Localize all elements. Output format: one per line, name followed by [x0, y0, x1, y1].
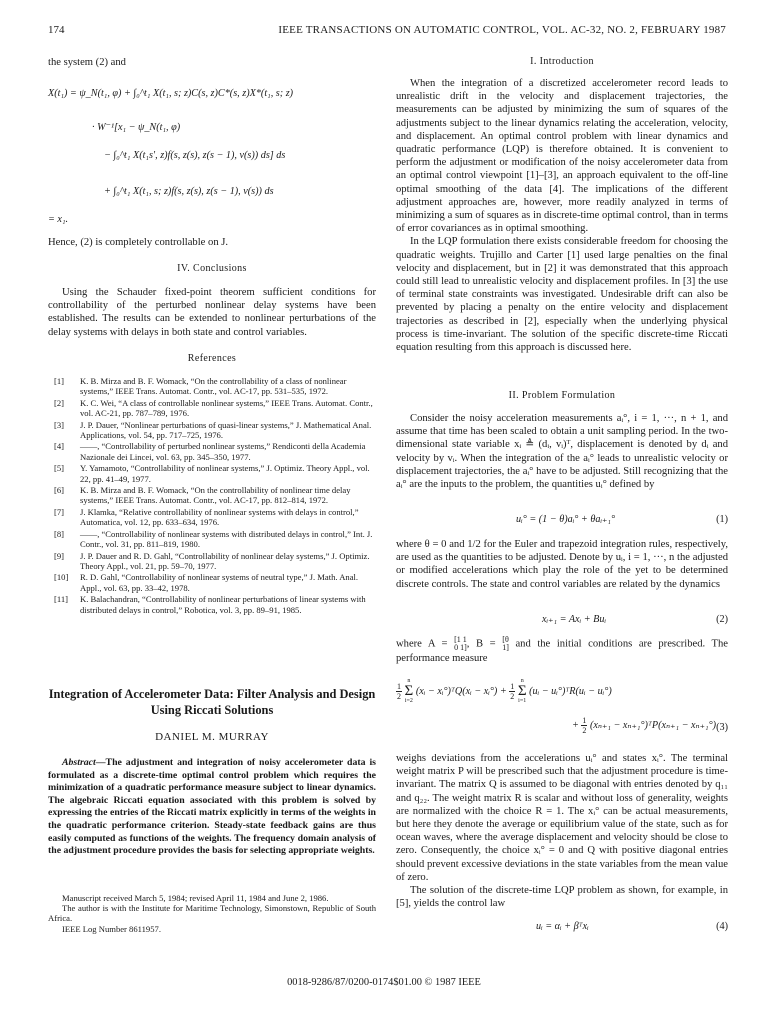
- footnote-received: Manuscript received March 5, 1984; revised April 11, 1984 and June 2, 1986.: [62, 893, 329, 903]
- reference-item: [6] K. B. Mirza and B. F. Womack, “On the controllability of nonlinear time delay systems,” IEEE Trans. Automat. Contr., vol. AC-17, pp. 812–814, 1972.: [54, 485, 351, 506]
- equation-3: $\frac{1}{2}$ n Σ i=2 (xᵢ − xᵢ°)ᵀQ(xᵢ − xᵢ°) + $\frac{1}{2}$ n Σ i=1 (uᵢ − uᵢ°)ᵀR(uᵢ − uᵢ°) + $\frac{1}{2}$ (xₙ₊₁ − xₙ₊₁°)ᵀP(xₙ₊₁ − xₙ₊₁°) (3): [397, 678, 728, 735]
- references-list: [54, 376, 376, 616]
- footnote-log-number: IEEE Log Number 8611957.: [62, 923, 161, 934]
- reference-item: [1] K. B. Mirza and B. F. Womack, “On the controllability of a class of nonlinear systems,” IEEE Trans. Automat. Contr., vol. AC-17, pp. 531–535, 1972.: [54, 376, 347, 397]
- author-name: DANIEL M. MURRAY: [155, 731, 269, 743]
- problem-paragraph-3: weighs deviations from the accelerations uᵢ° and states xᵢ°. The terminal weight matrix P will be prescribed such that the adjustment procedure is time-invariant. The matrix Q is assumed to be diagonal with entries denoted by q₁₁ and q₂₂. The weight matrix R is scalar and without loss of generality, weights are normalized with the choice R = 1. The xᵢ° can be actual measurements, but here they denote the average or equilibrium value of the state, such as for ocean waves, where the average displacement and velocity should be close to zero. Consequently, the choice xᵢ° = 0 and Q with positive diagonal entries should prevent excessive deviations in the state variables from the mean value of zero. The solution of the discrete-time LQP problem as shown, for example, in [5], yields the control law: [396, 753, 728, 910]
- abstract-text: —The adjustment and integration of noisy accelerometer data is formulated as a discrete-time optimal control problem which requires the minimization of a quadratic performance measure subject to linear dynamics. The algebraic Riccati equation associated with this problem is solved by expressing the entries of the Riccati matrix explicitly in terms of the weights in the quadratic performance criterion. Steady-state feedback gains are thus easily computed as functions of the weights. The frequency domain analysis of the adjustment procedure provides the basis for selecting appropriate weights.: [48, 757, 376, 857]
- abstract: [48, 757, 376, 858]
- page-number: 174: [48, 24, 65, 36]
- hence-text: Hence, (2) is completely controllable on J.: [48, 237, 229, 248]
- reference-item: [9] J. P. Dauer and R. D. Gahl, “Controllability of nonlinear delay systems,” J. Optimiz. Theory Appl., vol. 21, pp. 59–70, 1977.: [54, 550, 370, 571]
- intro-paragraph-1: When the integration of a discretized accelerometer record leads to unrealistic drift in the velocity and displacement trajectories, the measurements can be adjusted by minimizing the sum of squares of the adjustments subject to the linear dynamics relating the acceleration, velocity, and displacement. An optimal control problem with linear dynamics and quadratic performance (LQP) is therefore obtained. It is convenient to perform the adjustment or modification of the noisy accelerometer data from an optimal control viewpoint [1]–[3], an approach equivalent to the off-line optimal smoothing of the data [4]. The implications of the different adjustment approaches are, however, more readily analyzed in terms of minimizing a sum of squares as in discrete-time optimal control, than in terms of error covariances as in optimal smoothing.: [396, 78, 728, 235]
- copyright-footer: 0018-9286/87/0200-0174$01.00 © 1987 IEEE: [287, 977, 481, 988]
- intro-paragraph-2: In the LQP formulation there exists considerable freedom for choosing the quadratic weights. Trujillo and Carter [1] used large penalties on the final velocity and displacement, but in [2] it was demonstrated that this approach could still lead to unrealistic velocity and displacement profiles. In [3] the use of terminal state constraints was investigated. Undesirable drift can also be prevented by placing a penalty on the entire velocity and displacement trajectories as described in [2], especially when the underlying physical process is time-invariant. The solution of the specific discrete-time Riccati equation resulting from this approach is discussed here.: [396, 236, 728, 354]
- problem-formulation-heading: II. Problem Formulation: [508, 390, 616, 401]
- equation-line-4: + ∫₀^t₁ X(t₁, s; z)f(s, z(s), z(s − 1), v(s)) ds: [104, 186, 274, 197]
- reference-item: [5] Y. Yamamoto, “Controllability of nonlinear systems,” J. Optimiz. Theory Appl., vol. 22, pp. 41–49, 1977.: [54, 463, 370, 484]
- reference-item: [11] K. Balachandran, “Controllability of nonlinear perturbations of linear systems with distributed delays in control,” Robotica, vol. 3, pp. 89–91, 1985.: [54, 594, 366, 615]
- introduction-heading: I. Introduction: [530, 56, 594, 67]
- references-heading: References: [187, 353, 237, 364]
- running-head: IEEE TRANSACTIONS ON AUTOMATIC CONTROL, VOL. AC-32, NO. 2, FEBRUARY 1987: [278, 24, 726, 36]
- equation-3-number: (3): [716, 722, 728, 733]
- reference-item: [2] K. C. Wei, “A class of controllable nonlinear systems,” IEEE Trans. Automat. Contr., vol. AC-21, pp. 787–789, 1976.: [54, 397, 373, 419]
- footnotes: [48, 893, 376, 934]
- equation-line-2: · W⁻¹[x₁ − ψ_N(t₁, φ): [92, 122, 181, 133]
- paper-title: Integration of Accelerometer Data: Filter Analysis and Design Using Riccati Solutions: [48, 687, 376, 717]
- lead-in: the system (2) and: [48, 57, 126, 68]
- problem-paragraph-where: where A = [1 1 0 1], B = [θ 1] and the initial conditions are prescribed. The performance measure: [396, 635, 728, 664]
- introduction-section: [396, 77, 728, 354]
- reference-item: [4] ——, “Controllability of perturbed nonlinear systems,” Rendiconti della Academia Nazionale dei Lincei, vol. 63, pp. 345–350, 1977.: [54, 441, 366, 462]
- conclusions-paragraph: Using the Schauder fixed-point theorem sufficient conditions for controllability of the perturbed nonlinear delay systems have been established. The results can be extended to nonlinear perturbations of the delay systems with delays in both state and control variables.: [48, 287, 376, 338]
- reference-item: [8] ——, “Controllability of nonlinear systems with distributed delays in control,” Int. J. Contr., vol. 31, pp. 811–819, 1980.: [54, 528, 373, 550]
- equation-4-number: (4): [716, 921, 728, 932]
- matrix-b: [θ 1]: [502, 635, 509, 652]
- equation-1-number: (1): [716, 514, 728, 525]
- equation-line-1: X(t₁) = ψ_N(t₁, φ) + ∫₀^t₁ X(t₁, s; z)C(s, z)C*(s, z)X*(t₁, s; z): [48, 88, 294, 99]
- equation-2-number: (2): [716, 614, 728, 625]
- equation-line-5: = x₁.: [48, 214, 69, 225]
- reference-item: [7] J. Klamka, “Relative controllability of nonlinear systems with delays in control,” Automatica, vol. 12, pp. 633–634, 1976.: [54, 506, 359, 528]
- summation-2: n Σ i=1: [517, 678, 527, 704]
- conclusions-heading: IV. Conclusions: [177, 263, 247, 274]
- equation-line-3: − ∫₀^t₁ X(t₁s', z)f(s, z(s), z(s − 1), v(s)) ds] ds: [104, 150, 286, 161]
- problem-paragraph-1: Consider the noisy acceleration measurements aᵢ°, i = 1, ···, n + 1, and assume that time has been scaled to obtain a unit sampling period. In the two-dimensional state variable xᵢ ≜ (dᵢ, vᵢ)ᵀ, displacement is denoted by dᵢ and velocity by vᵢ. When the integration of the aᵢ° leads to unrealistic velocity or displacement trajectories, the aᵢ° have to be adjusted. Still recognizing that the aᵢ° are the inputs to the problem, the quantities uᵢ° defined by: [396, 413, 728, 491]
- summation-1: n Σ i=2: [404, 678, 414, 704]
- footnote-affiliation: The author is with the Institute for Maritime Technology, Simonstown, Republic of South Africa.: [48, 903, 376, 924]
- reference-item: [3] J. P. Dauer, “Nonlinear perturbations of quasi-linear systems,” J. Mathematical Anal. Applications, vol. 54, pp. 717–725, 1976.: [54, 419, 372, 441]
- problem-paragraph-2: where θ = 0 and 1/2 for the Euler and trapezoid integration rules, respectively, are used as the quantities to be adjusted. Denote by uᵢ, i = 1, ···, n the adjusted or modified accelerations which play the role of the yet to be determined discrete controls. The state and control variables are related by the dynamics: [396, 539, 728, 590]
- reference-item: [10] R. D. Gahl, “Controllability of nonlinear systems of neutral type,” J. Math. Anal. Appl., vol. 63, pp. 33–42, 1978.: [54, 572, 359, 593]
- abstract-label: Abstract: [62, 757, 96, 768]
- left-column-top: [48, 56, 376, 69]
- matrix-a: [1 1 0 1]: [454, 635, 467, 652]
